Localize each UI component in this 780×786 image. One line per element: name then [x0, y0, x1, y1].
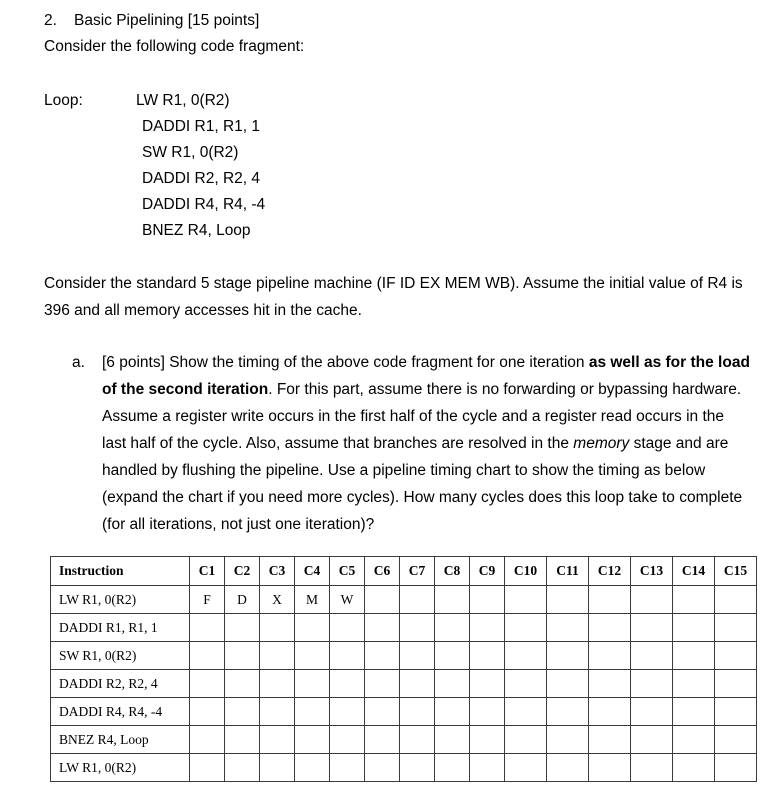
question-lead-text: Consider the following code fragment:	[44, 38, 305, 55]
stage-cell[interactable]	[470, 726, 505, 754]
stage-cell[interactable]: D	[225, 586, 260, 614]
stage-cell[interactable]	[505, 754, 547, 782]
column-header-c5: C5	[330, 557, 365, 586]
column-header-c8: C8	[435, 557, 470, 586]
row-instruction: BNEZ R4, Loop	[51, 726, 190, 754]
stage-cell[interactable]	[365, 642, 400, 670]
stage-cell[interactable]	[365, 614, 400, 642]
stage-cell[interactable]	[547, 670, 589, 698]
stage-cell[interactable]	[225, 698, 260, 726]
part-a-text-2: . For this part, assume there is no forwarding or bypassing hardware. Assume a register write occurs in the first half of the cycle and a register read occurs in the last half of the cycle. Also, assume that branches are resolved in the	[102, 381, 742, 452]
stage-cell[interactable]	[330, 726, 365, 754]
stage-cell[interactable]	[505, 726, 547, 754]
stage-cell[interactable]	[673, 726, 715, 754]
stage-cell[interactable]	[225, 642, 260, 670]
stage-cell[interactable]	[400, 642, 435, 670]
stage-cell[interactable]	[260, 698, 295, 726]
stage-cell[interactable]	[673, 670, 715, 698]
timing-header-row	[51, 557, 757, 586]
stage-cell[interactable]	[470, 698, 505, 726]
stage-cell[interactable]	[470, 614, 505, 642]
stage-cell[interactable]	[400, 670, 435, 698]
column-header-c14: C14	[673, 557, 715, 586]
stage-cell[interactable]	[715, 614, 757, 642]
stage-cell[interactable]	[365, 726, 400, 754]
stage-cell[interactable]	[365, 670, 400, 698]
timing-table-head	[51, 557, 757, 586]
stage-cell[interactable]	[365, 754, 400, 782]
stage-cell[interactable]	[715, 726, 757, 754]
stage-cell[interactable]	[260, 614, 295, 642]
stage-cell[interactable]	[365, 698, 400, 726]
column-header-c15: C15	[715, 557, 757, 586]
stage-cell[interactable]	[470, 670, 505, 698]
stage-cell[interactable]	[673, 586, 715, 614]
stage-cell[interactable]	[505, 586, 547, 614]
stage-cell[interactable]	[435, 614, 470, 642]
stage-cell[interactable]	[547, 754, 589, 782]
code-line	[44, 114, 265, 140]
stage-cell[interactable]	[631, 586, 673, 614]
stage-cell[interactable]	[295, 614, 330, 642]
column-header-c7: C7	[400, 557, 435, 586]
stage-cell[interactable]	[225, 726, 260, 754]
table-row	[51, 726, 757, 754]
code-instruction: DADDI R1, R1, 1	[142, 118, 261, 135]
stage-cell[interactable]	[365, 586, 400, 614]
column-header-c6: C6	[365, 557, 400, 586]
stage-cell[interactable]	[435, 754, 470, 782]
code-instruction: DADDI R4, R4, -4	[142, 196, 266, 213]
stage-cell[interactable]	[330, 670, 365, 698]
code-instruction: LW R1, 0(R2)	[136, 92, 230, 109]
stage-cell[interactable]	[470, 754, 505, 782]
code-instruction: BNEZ R4, Loop	[142, 222, 251, 239]
part-a-body	[102, 349, 750, 538]
code-line	[44, 88, 265, 114]
stage-cell[interactable]	[400, 586, 435, 614]
column-header-c2: C2	[225, 557, 260, 586]
stage-cell[interactable]	[547, 726, 589, 754]
row-instruction: LW R1, 0(R2)	[51, 586, 190, 614]
stage-cell[interactable]	[435, 642, 470, 670]
stage-cell[interactable]	[435, 698, 470, 726]
part-a-bold-1: as well as for the load of the second iteration	[102, 354, 750, 398]
row-instruction: DADDI R1, R1, 1	[51, 614, 190, 642]
column-header-c1: C1	[190, 557, 225, 586]
stage-cell[interactable]	[295, 642, 330, 670]
stage-cell[interactable]	[260, 754, 295, 782]
column-header-c3: C3	[260, 557, 295, 586]
stage-cell[interactable]	[400, 614, 435, 642]
stage-cell[interactable]: W	[330, 586, 365, 614]
stage-cell[interactable]	[547, 698, 589, 726]
stage-cell[interactable]	[295, 698, 330, 726]
stage-cell[interactable]	[505, 642, 547, 670]
table-row	[51, 670, 757, 698]
question-number: 2.	[44, 12, 57, 29]
stage-cell[interactable]	[673, 614, 715, 642]
stage-cell[interactable]	[435, 586, 470, 614]
stage-cell[interactable]	[589, 726, 631, 754]
stage-cell[interactable]	[435, 670, 470, 698]
code-line	[44, 218, 265, 244]
stage-cell[interactable]	[190, 726, 225, 754]
table-row	[51, 754, 757, 782]
stage-cell[interactable]	[631, 698, 673, 726]
row-instruction: DADDI R4, R4, -4	[51, 698, 190, 726]
stage-cell[interactable]	[589, 586, 631, 614]
stage-cell[interactable]	[260, 726, 295, 754]
loop-label: Loop:	[44, 92, 83, 109]
stage-cell[interactable]	[260, 642, 295, 670]
stage-cell[interactable]	[673, 698, 715, 726]
stage-cell[interactable]	[190, 642, 225, 670]
table-row	[51, 614, 757, 642]
stage-cell[interactable]	[470, 586, 505, 614]
stage-cell[interactable]	[225, 614, 260, 642]
part-a-text-3: stage and are handled by flushing the pipeline. Use a pipeline timing chart to show the timing as below (expand the chart if you need more cycles). How many cycles does this loop take to complete (for all iterations, not just one iteration)?	[102, 435, 743, 533]
question-heading	[44, 8, 259, 34]
timing-table-body	[51, 586, 757, 782]
column-header-c10: C10	[505, 557, 547, 586]
stage-cell[interactable]	[400, 698, 435, 726]
stage-cell[interactable]	[715, 698, 757, 726]
stage-cell[interactable]	[330, 642, 365, 670]
stage-cell[interactable]	[505, 614, 547, 642]
stage-cell[interactable]	[295, 726, 330, 754]
stage-cell[interactable]	[547, 614, 589, 642]
column-header-instruction: Instruction	[51, 557, 190, 586]
column-header-c4: C4	[295, 557, 330, 586]
column-header-c11: C11	[547, 557, 589, 586]
stage-cell[interactable]	[225, 670, 260, 698]
code-line	[44, 140, 265, 166]
stage-cell[interactable]	[190, 614, 225, 642]
stage-cell[interactable]	[225, 754, 260, 782]
stage-cell[interactable]	[547, 586, 589, 614]
column-header-c13: C13	[631, 557, 673, 586]
stage-cell[interactable]	[715, 642, 757, 670]
stage-cell[interactable]	[589, 754, 631, 782]
stage-cell[interactable]	[295, 670, 330, 698]
stage-cell[interactable]	[715, 670, 757, 698]
stage-cell[interactable]	[330, 698, 365, 726]
stage-cell[interactable]	[715, 754, 757, 782]
stage-cell[interactable]	[330, 614, 365, 642]
stage-cell[interactable]	[295, 754, 330, 782]
stage-cell[interactable]: X	[260, 586, 295, 614]
row-instruction: DADDI R2, R2, 4	[51, 670, 190, 698]
stage-cell[interactable]	[589, 698, 631, 726]
stage-cell[interactable]	[505, 698, 547, 726]
stage-cell[interactable]	[715, 586, 757, 614]
stage-cell[interactable]	[400, 726, 435, 754]
stage-cell[interactable]	[470, 642, 505, 670]
stage-cell[interactable]	[505, 670, 547, 698]
stage-cell[interactable]	[190, 670, 225, 698]
stage-cell[interactable]	[589, 642, 631, 670]
stage-cell[interactable]	[589, 614, 631, 642]
code-line	[44, 166, 265, 192]
part-a-italic-1: memory	[573, 435, 630, 452]
table-row	[51, 698, 757, 726]
pipeline-timing-table	[50, 556, 757, 782]
stage-cell[interactable]	[435, 726, 470, 754]
question-title: Basic Pipelining [15 points]	[74, 12, 260, 29]
table-row	[51, 642, 757, 670]
code-instruction: SW R1, 0(R2)	[142, 144, 239, 161]
row-instruction: SW R1, 0(R2)	[51, 642, 190, 670]
stage-cell[interactable]: M	[295, 586, 330, 614]
part-a-marker: a.	[72, 354, 85, 371]
part-a-text-1: [6 points] Show the timing of the above code fragment for one iteration	[102, 354, 589, 371]
column-header-c9: C9	[470, 557, 505, 586]
row-instruction: LW R1, 0(R2)	[51, 754, 190, 782]
code-fragment	[44, 88, 265, 244]
table-row	[51, 586, 757, 614]
stage-cell[interactable]	[260, 670, 295, 698]
column-header-c12: C12	[589, 557, 631, 586]
stage-cell[interactable]	[190, 698, 225, 726]
stage-cell[interactable]	[631, 642, 673, 670]
stage-cell[interactable]	[673, 754, 715, 782]
stage-cell[interactable]	[190, 754, 225, 782]
stage-cell[interactable]	[631, 754, 673, 782]
code-instruction: DADDI R2, R2, 4	[142, 170, 261, 187]
stage-cell[interactable]	[589, 670, 631, 698]
assumption-paragraph: Consider the standard 5 stage pipeline machine (IF ID EX MEM WB). Assume the initial value of R4 is 396 and all memory accesses hit in the cache.	[44, 275, 743, 319]
stage-cell[interactable]	[631, 614, 673, 642]
part-a	[72, 349, 750, 538]
stage-cell[interactable]: F	[190, 586, 225, 614]
stage-cell[interactable]	[631, 670, 673, 698]
stage-cell[interactable]	[547, 642, 589, 670]
stage-cell[interactable]	[400, 754, 435, 782]
code-line	[44, 192, 265, 218]
stage-cell[interactable]	[330, 754, 365, 782]
stage-cell[interactable]	[631, 726, 673, 754]
stage-cell[interactable]	[673, 642, 715, 670]
